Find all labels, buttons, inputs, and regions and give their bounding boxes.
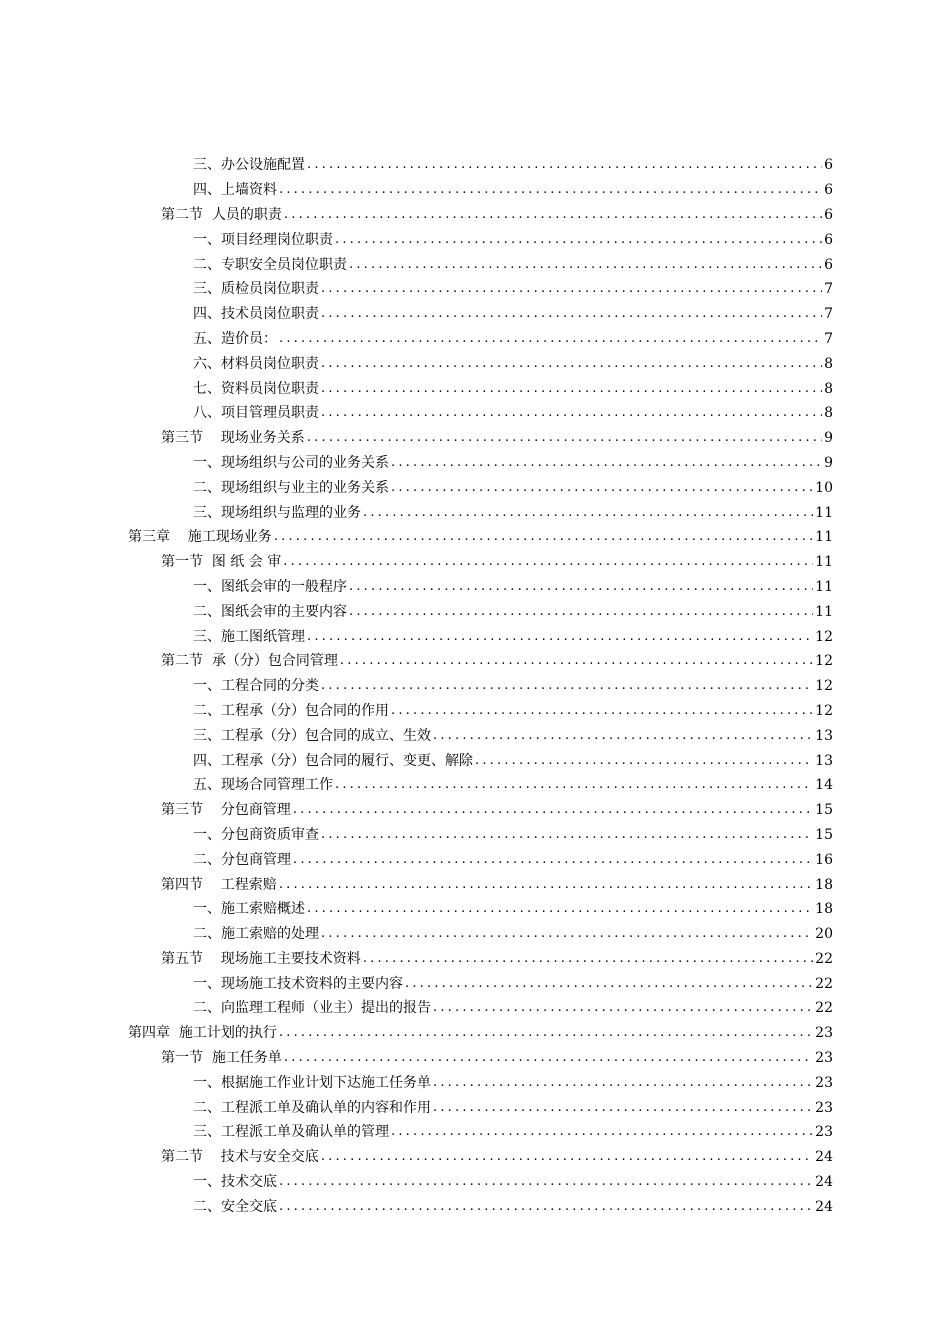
toc-entry[interactable] bbox=[0, 475, 950, 500]
toc-entry[interactable] bbox=[0, 550, 950, 575]
toc-entry-page-number: 20 bbox=[815, 926, 833, 943]
toc-entry-title: 第三章 施工现场业务 bbox=[128, 529, 272, 546]
toc-entry-page-number: 24 bbox=[815, 1174, 833, 1191]
toc-entry[interactable] bbox=[0, 376, 950, 401]
toc-entry-page-number: 7 bbox=[824, 306, 833, 323]
toc-entry-title: 一、项目经理岗位职责 bbox=[193, 231, 333, 248]
toc-entry-page-number: 23 bbox=[815, 1025, 833, 1042]
toc-entry-title: 一、现场组织与公司的业务关系 bbox=[193, 454, 389, 471]
toc-entry-title: 一、技术交底 bbox=[193, 1174, 277, 1191]
toc-entry-page-number: 11 bbox=[815, 578, 833, 595]
toc-entry-page-number: 12 bbox=[815, 678, 833, 695]
toc-entry[interactable] bbox=[0, 426, 950, 451]
toc-entry-page-number: 6 bbox=[824, 157, 833, 174]
toc-leader-dots bbox=[433, 1099, 813, 1117]
toc-entry[interactable] bbox=[0, 823, 950, 848]
toc-entry-page-number: 18 bbox=[815, 901, 833, 918]
toc-leader-dots bbox=[340, 652, 813, 670]
toc-entry-title: 一、工程合同的分类 bbox=[193, 678, 319, 695]
toc-leader-dots bbox=[363, 950, 813, 968]
toc-leader-dots bbox=[321, 404, 822, 422]
toc-entry[interactable] bbox=[0, 351, 950, 376]
toc-leader-dots bbox=[321, 305, 822, 323]
toc-entry-page-number: 23 bbox=[815, 1099, 833, 1116]
toc-entry[interactable] bbox=[0, 1070, 950, 1095]
toc-entry-page-number: 16 bbox=[815, 851, 833, 868]
toc-entry-title: 三、施工图纸管理 bbox=[193, 628, 305, 645]
toc-entry[interactable] bbox=[0, 1194, 950, 1219]
toc-entry-title: 二、工程派工单及确认单的内容和作用 bbox=[193, 1099, 431, 1116]
toc-entry-page-number: 8 bbox=[824, 355, 833, 372]
toc-entry-page-number: 6 bbox=[824, 256, 833, 273]
toc-entry[interactable] bbox=[0, 674, 950, 699]
toc-entry-page-number: 24 bbox=[815, 1198, 833, 1215]
toc-entry-page-number: 18 bbox=[815, 876, 833, 893]
toc-entry-title: 第一节 图 纸 会 审 bbox=[161, 554, 282, 571]
toc-entry[interactable] bbox=[0, 922, 950, 947]
toc-entry[interactable] bbox=[0, 699, 950, 724]
toc-leader-dots bbox=[307, 429, 822, 447]
toc-entry-title: 第二节 技术与安全交底 bbox=[161, 1149, 319, 1166]
toc-leader-dots bbox=[475, 752, 813, 770]
toc-entry-title: 三、工程承（分）包合同的成立、生效 bbox=[193, 727, 431, 744]
toc-entry-title: 三、现场组织与监理的业务 bbox=[193, 504, 361, 521]
toc-entry[interactable] bbox=[0, 500, 950, 525]
toc-entry-page-number: 7 bbox=[824, 330, 833, 347]
toc-entry-page-number: 11 bbox=[815, 504, 833, 521]
toc-entry-page-number: 11 bbox=[815, 529, 833, 546]
toc-entry[interactable] bbox=[0, 327, 950, 352]
toc-entry[interactable] bbox=[0, 227, 950, 252]
toc-entry[interactable] bbox=[0, 401, 950, 426]
toc-entry-page-number: 11 bbox=[815, 554, 833, 571]
toc-entry-page-number: 23 bbox=[815, 1050, 833, 1067]
toc-entry-page-number: 7 bbox=[824, 281, 833, 298]
toc-entry[interactable] bbox=[0, 599, 950, 624]
toc-leader-dots bbox=[433, 727, 813, 745]
toc-entry-page-number: 22 bbox=[815, 975, 833, 992]
toc-entry-page-number: 23 bbox=[815, 1124, 833, 1141]
toc-entry[interactable] bbox=[0, 1046, 950, 1071]
toc-entry-title: 第二节 承（分）包合同管理 bbox=[161, 653, 338, 670]
toc-leader-dots bbox=[335, 776, 813, 794]
toc-entry-page-number: 9 bbox=[824, 430, 833, 447]
toc-entry[interactable] bbox=[0, 971, 950, 996]
toc-entry-title: 一、图纸会审的一般程序 bbox=[193, 578, 347, 595]
toc-entry[interactable] bbox=[0, 872, 950, 897]
toc-entry-page-number: 24 bbox=[815, 1149, 833, 1166]
toc-entry-page-number: 11 bbox=[815, 603, 833, 620]
toc-entry[interactable] bbox=[0, 1095, 950, 1120]
toc-entry-title: 一、根据施工作业计划下达施工任务单 bbox=[193, 1074, 431, 1091]
toc-entry[interactable] bbox=[0, 525, 950, 550]
toc-entry-page-number: 15 bbox=[815, 826, 833, 843]
toc-entry-page-number: 8 bbox=[824, 380, 833, 397]
toc-leader-dots bbox=[321, 925, 813, 943]
toc-leader-dots bbox=[321, 355, 822, 373]
toc-leader-dots bbox=[349, 603, 813, 621]
toc-entry-page-number: 22 bbox=[815, 950, 833, 967]
toc-entry[interactable] bbox=[0, 773, 950, 798]
toc-leader-dots bbox=[279, 1198, 813, 1216]
toc-entry[interactable] bbox=[0, 847, 950, 872]
toc-entry-page-number: 6 bbox=[824, 182, 833, 199]
toc-leader-dots bbox=[293, 851, 813, 869]
toc-entry[interactable] bbox=[0, 252, 950, 277]
toc-leader-dots bbox=[293, 801, 813, 819]
toc-entry[interactable] bbox=[0, 1145, 950, 1170]
toc-leader-dots bbox=[279, 1024, 813, 1042]
toc-entry-title: 第五节 现场施工主要技术资料 bbox=[161, 950, 361, 967]
toc-entry[interactable] bbox=[0, 897, 950, 922]
toc-entry[interactable] bbox=[0, 178, 950, 203]
toc-leader-dots bbox=[321, 280, 822, 298]
toc-entry-page-number: 6 bbox=[824, 206, 833, 223]
toc-entry[interactable] bbox=[0, 798, 950, 823]
toc-entry-title: 二、现场组织与业主的业务关系 bbox=[193, 479, 389, 496]
toc-entry-title: 二、分包商管理 bbox=[193, 851, 291, 868]
toc-entry[interactable] bbox=[0, 203, 950, 228]
toc-entry[interactable] bbox=[0, 575, 950, 600]
toc-leader-dots bbox=[349, 256, 822, 274]
toc-entry[interactable] bbox=[0, 996, 950, 1021]
toc-entry-title: 第一节 施工任务单 bbox=[161, 1050, 282, 1067]
toc-entry-title: 三、工程派工单及确认单的管理 bbox=[193, 1124, 389, 1141]
toc-entry-title: 七、资料员岗位职责 bbox=[193, 380, 319, 397]
toc-entry-page-number: 12 bbox=[815, 702, 833, 719]
toc-entry[interactable] bbox=[0, 1021, 950, 1046]
toc-entry[interactable] bbox=[0, 451, 950, 476]
toc-entry-page-number: 9 bbox=[824, 454, 833, 471]
toc-entry[interactable] bbox=[0, 153, 950, 178]
toc-entry-title: 四、技术员岗位职责 bbox=[193, 306, 319, 323]
toc-entry[interactable] bbox=[0, 723, 950, 748]
toc-entry-title: 六、材料员岗位职责 bbox=[193, 355, 319, 372]
toc-leader-dots bbox=[274, 528, 813, 546]
toc-entry-title: 第四章 施工计划的执行 bbox=[128, 1025, 277, 1042]
table-of-contents bbox=[0, 153, 950, 1219]
toc-leader-dots bbox=[349, 578, 813, 596]
toc-entry-title: 二、安全交底 bbox=[193, 1198, 277, 1215]
toc-leader-dots bbox=[307, 900, 813, 918]
toc-entry-page-number: 13 bbox=[815, 752, 833, 769]
toc-entry-title: 二、施工索赔的处理 bbox=[193, 926, 319, 943]
toc-entry-page-number: 14 bbox=[815, 777, 833, 794]
toc-entry-page-number: 6 bbox=[824, 231, 833, 248]
toc-entry[interactable] bbox=[0, 1170, 950, 1195]
toc-leader-dots bbox=[279, 1173, 813, 1191]
toc-leader-dots bbox=[279, 330, 822, 348]
toc-entry[interactable] bbox=[0, 624, 950, 649]
toc-entry-title: 第四节 工程索赔 bbox=[161, 876, 277, 893]
toc-entry[interactable] bbox=[0, 277, 950, 302]
toc-leader-dots bbox=[433, 999, 813, 1017]
toc-entry-title: 二、工程承（分）包合同的作用 bbox=[193, 702, 389, 719]
toc-entry-title: 一、现场施工技术资料的主要内容 bbox=[193, 975, 403, 992]
toc-entry-title: 四、工程承（分）包合同的履行、变更、解除 bbox=[193, 752, 473, 769]
toc-leader-dots bbox=[391, 1123, 813, 1141]
toc-entry[interactable] bbox=[0, 649, 950, 674]
toc-leader-dots bbox=[284, 206, 822, 224]
toc-entry-page-number: 12 bbox=[815, 628, 833, 645]
toc-leader-dots bbox=[391, 479, 813, 497]
toc-entry-title: 四、上墙资料 bbox=[193, 182, 277, 199]
toc-entry-title: 第三节 分包商管理 bbox=[161, 802, 291, 819]
toc-entry-title: 一、施工索赔概述 bbox=[193, 901, 305, 918]
toc-leader-dots bbox=[391, 702, 813, 720]
toc-entry-page-number: 8 bbox=[824, 405, 833, 422]
toc-entry[interactable] bbox=[0, 302, 950, 327]
toc-leader-dots bbox=[321, 677, 813, 695]
toc-leader-dots bbox=[335, 231, 822, 249]
toc-entry-title: 二、向监理工程师（业主）提出的报告 bbox=[193, 1000, 431, 1017]
toc-entry-page-number: 22 bbox=[815, 1000, 833, 1017]
toc-leader-dots bbox=[279, 181, 822, 199]
toc-entry[interactable] bbox=[0, 748, 950, 773]
toc-entry-page-number: 23 bbox=[815, 1074, 833, 1091]
toc-leader-dots bbox=[391, 454, 822, 472]
toc-entry-title: 第二节 人员的职责 bbox=[161, 206, 282, 223]
toc-entry-title: 第三节 现场业务关系 bbox=[161, 430, 305, 447]
toc-leader-dots bbox=[283, 553, 813, 571]
toc-entry-title: 一、分包商资质审查 bbox=[193, 826, 319, 843]
toc-leader-dots bbox=[363, 504, 813, 522]
toc-leader-dots bbox=[405, 975, 813, 993]
toc-leader-dots bbox=[284, 1049, 813, 1067]
toc-entry-title: 八、项目管理员职责 bbox=[193, 405, 319, 422]
toc-entry-title: 二、专职安全员岗位职责 bbox=[193, 256, 347, 273]
toc-leader-dots bbox=[433, 1074, 813, 1092]
toc-entry-page-number: 15 bbox=[815, 802, 833, 819]
toc-entry[interactable] bbox=[0, 1120, 950, 1145]
toc-leader-dots bbox=[307, 628, 813, 646]
toc-entry-title: 三、质检员岗位职责 bbox=[193, 281, 319, 298]
toc-entry-title: 二、图纸会审的主要内容 bbox=[193, 603, 347, 620]
toc-leader-dots bbox=[307, 156, 822, 174]
toc-entry-page-number: 13 bbox=[815, 727, 833, 744]
toc-leader-dots bbox=[321, 1148, 813, 1166]
toc-entry-title: 五、造价员： bbox=[193, 330, 277, 347]
toc-entry-page-number: 10 bbox=[815, 479, 833, 496]
toc-entry[interactable] bbox=[0, 947, 950, 972]
toc-entry-page-number: 12 bbox=[815, 653, 833, 670]
toc-entry-title: 五、现场合同管理工作 bbox=[193, 777, 333, 794]
toc-leader-dots bbox=[279, 876, 813, 894]
toc-entry-title: 三、办公设施配置 bbox=[193, 157, 305, 174]
toc-leader-dots bbox=[321, 380, 822, 398]
toc-leader-dots bbox=[321, 826, 813, 844]
